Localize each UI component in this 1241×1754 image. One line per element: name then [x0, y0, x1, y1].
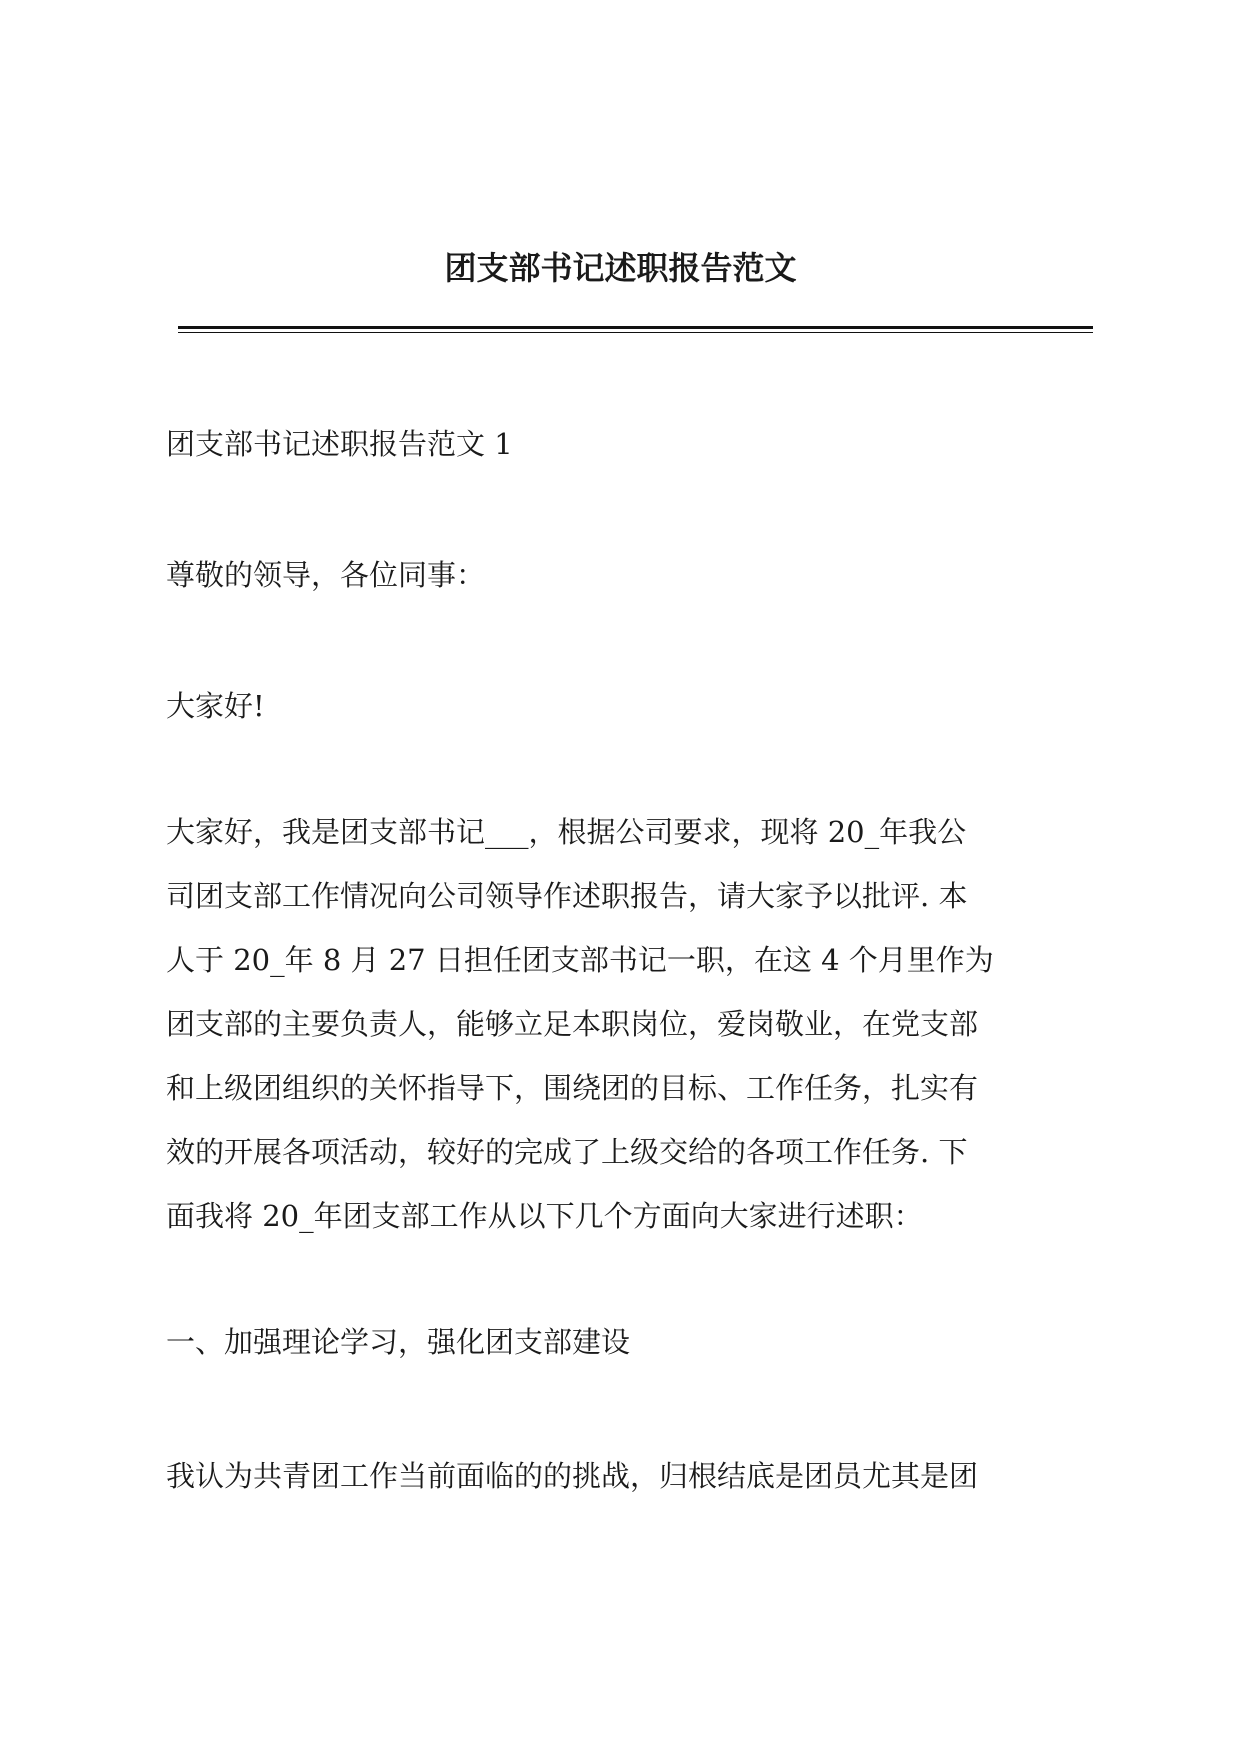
paragraph-line: 我认为共青团工作当前面临的的挑战，归根结底是团员尤其是团: [166, 1459, 979, 1493]
paragraph-line: 人于 20_年 8 月 27 日担任团支部书记一职，在这 4 个月里作为: [166, 943, 994, 977]
greeting: 大家好!: [166, 689, 265, 723]
section-subtitle: 团支部书记述职报告范文 1: [166, 427, 513, 461]
paragraph-line: 和上级团组织的关怀指导下，围绕团的目标、工作任务，扎实有: [166, 1071, 979, 1105]
title-divider-thick: [178, 326, 1093, 329]
paragraph-line: 司团支部工作情况向公司领导作述职报告，请大家予以批评. 本: [166, 879, 968, 913]
paragraph-line: 面我将 20_年团支部工作从以下几个方面向大家进行述职：: [166, 1199, 923, 1233]
paragraph-line: 团支部的主要负责人，能够立足本职岗位，爱岗敬业，在党支部: [166, 1007, 979, 1041]
section-heading: 一、加强理论学习，强化团支部建设: [166, 1325, 631, 1359]
salutation: 尊敬的领导，各位同事：: [166, 558, 486, 592]
document-title: 团支部书记述职报告范文: [444, 249, 797, 287]
paragraph-line: 大家好，我是团支部书记___，根据公司要求，现将 20_年我公: [166, 815, 967, 849]
title-divider-thin: [178, 332, 1093, 333]
paragraph-line: 效的开展各项活动，较好的完成了上级交给的各项工作任务. 下: [166, 1135, 968, 1169]
